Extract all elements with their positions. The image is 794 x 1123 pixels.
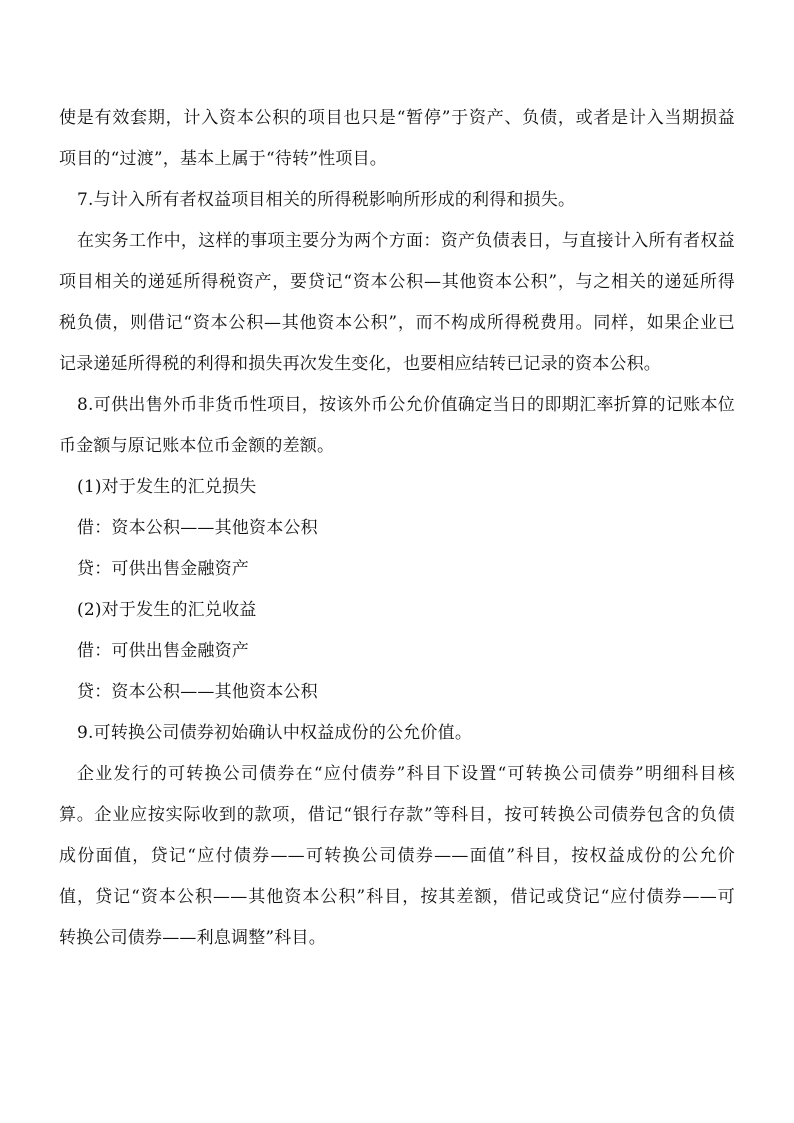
paragraph-line-17: 企业发行的可转换公司债券在“应付债券”科目下设置“可转换公司债券”明细科目核 xyxy=(77,764,735,784)
journal-entry-debit-1: 借：资本公积——其他资本公积 xyxy=(77,518,318,538)
paragraph-line-4: 在实务工作中，这样的事项主要分为两个方面：资产负债表日，与直接计入所有者权益 xyxy=(77,231,735,251)
paragraph-line-18: 算。企业应按实际收到的款项，借记“银行存款”等科目，按可转换公司债券包含的负债 xyxy=(59,805,735,825)
paragraph-line-2: 项目的“过渡”，基本上属于“待转”性项目。 xyxy=(59,149,387,169)
journal-entry-credit-1: 贷：可供出售金融资产 xyxy=(77,559,249,579)
journal-entry-credit-2: 贷：资本公积——其他资本公积 xyxy=(77,682,318,702)
section-heading-8: 8.可供出售外币非货币性项目，按该外币公允价值确定当日的即期汇率折算的记账本位 xyxy=(77,395,735,415)
journal-entry-debit-2: 借：可供出售金融资产 xyxy=(77,641,249,661)
section-heading-9: 9.可转换公司债券初始确认中权益成份的公允价值。 xyxy=(77,723,473,743)
paragraph-line-20: 值，贷记“资本公积——其他资本公积”科目，按其差额，借记或贷记“应付债券——可 xyxy=(59,887,735,907)
paragraph-line-5: 项目相关的递延所得税资产，要贷记“资本公积—其他资本公积”，与之相关的递延所得 xyxy=(59,272,735,292)
subitem-1: (1)对于发生的汇兑损失 xyxy=(77,477,257,497)
subitem-2: (2)对于发生的汇兑收益 xyxy=(77,600,257,620)
paragraph-line-19: 成份面值，贷记“应付债券——可转换公司债券——面值”科目，按权益成份的公允价 xyxy=(59,846,735,866)
paragraph-line-21: 转换公司债券——利息调整”科目。 xyxy=(59,928,326,948)
paragraph-line-9: 币金额与原记账本位币金额的差额。 xyxy=(59,436,335,456)
paragraph-line-7: 记录递延所得税的利得和损失再次发生变化，也要相应结转已记录的资本公积。 xyxy=(59,354,661,374)
paragraph-line-6: 税负债，则借记“资本公积—其他资本公积”，而不构成所得税费用。同样，如果企业已 xyxy=(59,313,735,333)
paragraph-line-1: 使是有效套期，计入资本公积的项目也只是“暂停”于资产、负债，或者是计入当期损益 xyxy=(59,108,735,128)
section-heading-7: 7.与计入所有者权益项目相关的所得税影响所形成的利得和损失。 xyxy=(77,190,576,210)
